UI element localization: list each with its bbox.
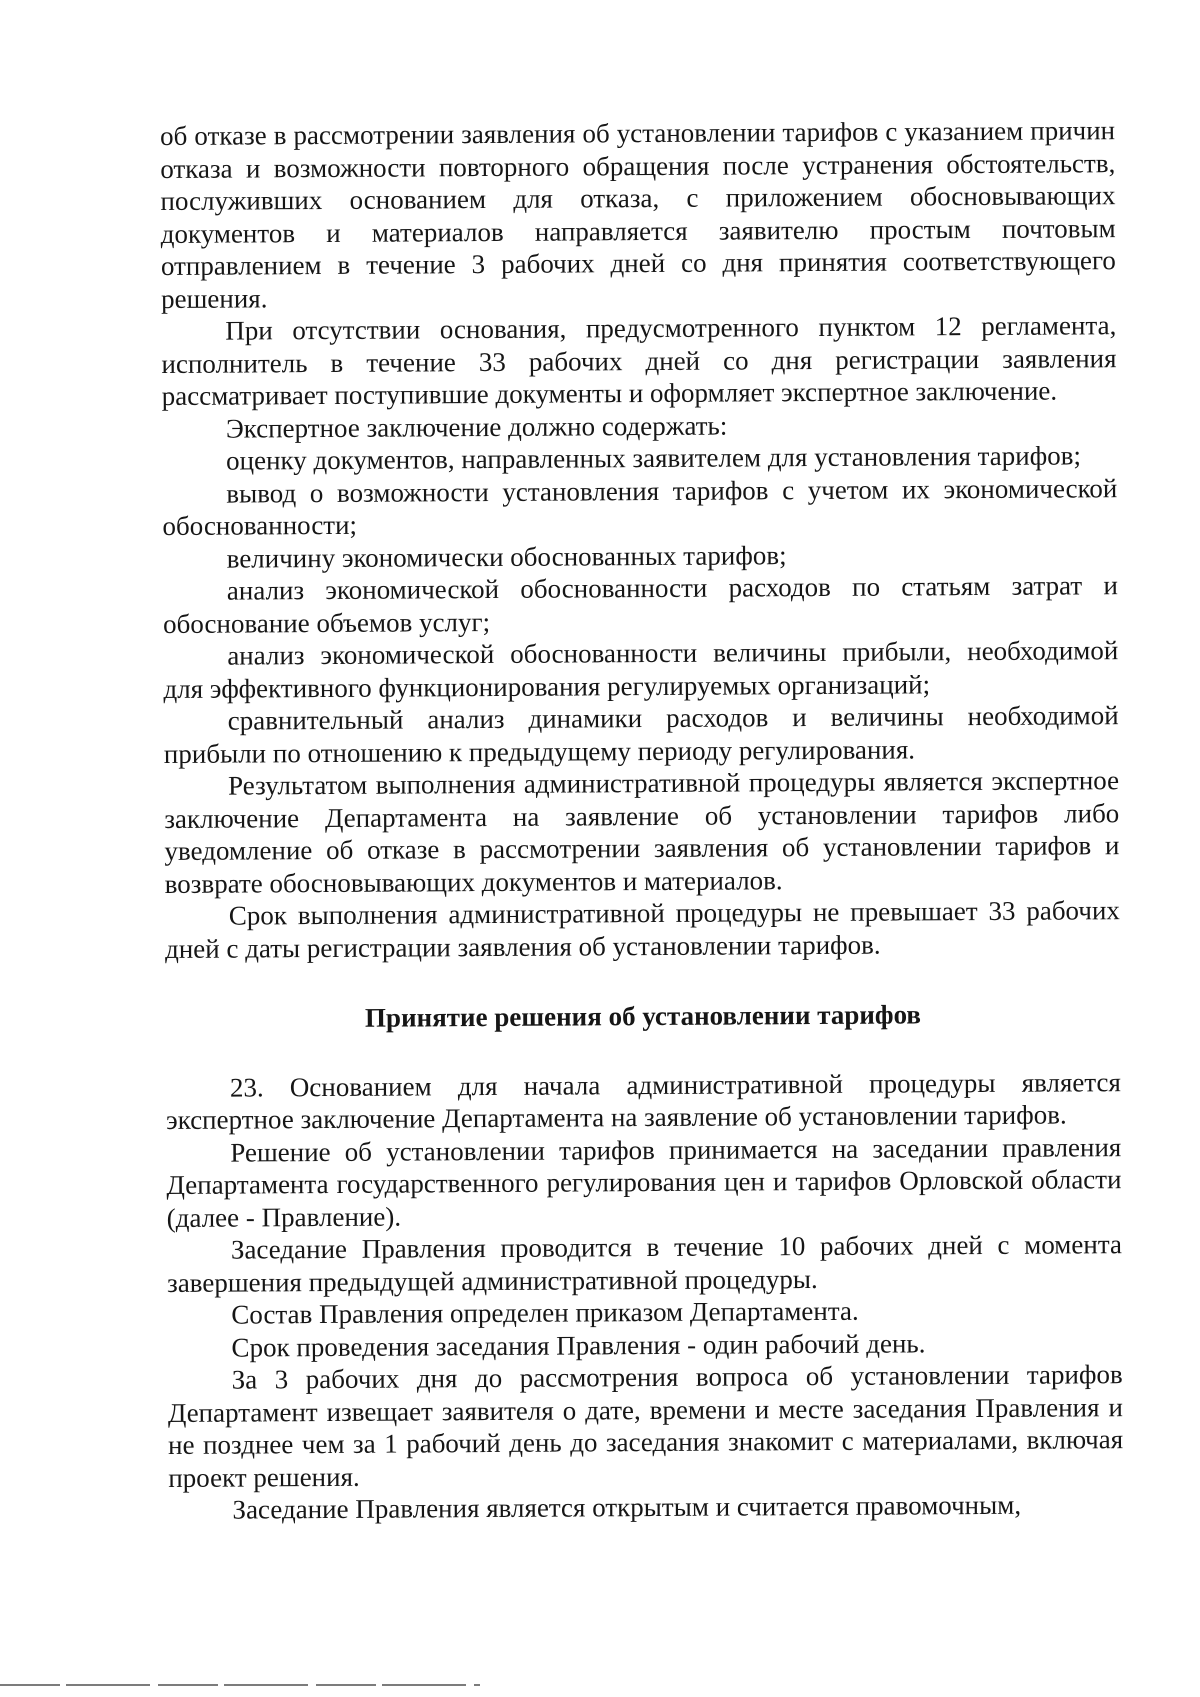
- paragraph-continuation: об отказе в рассмотрении заявления об установлении тарифов с указанием причин отказа и возможности повторного обращения после устранения обстоятельств, послуживших основанием для отказа, с приложением обосновывающих документов и материалов направляется заявителю простым почтовым отправлением в течение 3 рабочих дней со дня принятия соответствующего решения.: [160, 115, 1116, 314]
- paragraph: Срок выполнения административной процедуры не превышает 33 рабочих дней с даты регистрации заявления об установлении тарифов.: [164, 895, 1120, 964]
- paragraph: Состав Правления определен приказом Департамента.: [231, 1295, 859, 1330]
- section-heading: Принятие решения об установлении тарифов: [364, 999, 922, 1033]
- scan-edge-line: [0, 1684, 480, 1686]
- document-body: [160, 114, 1124, 1526]
- paragraph: Срок проведения заседания Правления - один рабочий день.: [231, 1327, 926, 1363]
- list-item: оценку документов, направленных заявителем для установления тарифов;: [225, 440, 1082, 476]
- paragraph: Решение об установлении тарифов принимается на заседании правления Департамента государственного регулирования цен и тарифов Орловской области (далее - Правление).: [166, 1131, 1122, 1233]
- paragraph: За 3 рабочих дня до рассмотрения вопроса об установлении тарифов Департамент извещает заявителя о дате, времени и месте заседания Правления и не позднее чем за 1 рабочий день до заседания знакомит с материалами, включая проект решения.: [167, 1359, 1124, 1493]
- list-item: сравнительный анализ динамики расходов и величины необходимой прибыли по отношению к предыдущему периоду регулирования.: [163, 700, 1119, 769]
- list-item: анализ экономической обоснованности расходов по статьям затрат и обоснование объемов услуг;: [162, 570, 1118, 639]
- paragraph-continued: Заседание Правления является открытым и считается правомочным,: [232, 1489, 1022, 1525]
- paragraph: Результатом выполнения административной процедуры является экспертное заключение Департамента на заявление об установлении тарифов либо уведомление об отказе в рассмотрении заявления об установлении тарифов и возврате обосновывающих документов и материалов.: [164, 765, 1120, 899]
- paragraph: При отсутствии основания, предусмотренного пунктом 12 регламента, исполнитель в течение 33 рабочих дней со дня регистрации заявления рассматривает поступившие документы и оформляет экспертное заключение.: [161, 310, 1117, 411]
- list-item: вывод о возможности установления тарифов с учетом их экономической обоснованности;: [162, 472, 1118, 541]
- paragraph: Заседание Правления проводится в течение 10 рабочих дней с момента завершения предыдущей административной процедуры.: [167, 1229, 1122, 1298]
- paragraph: Экспертное заключение должно содержать:: [225, 410, 728, 444]
- list-item: величину экономически обоснованных тарифов;: [226, 539, 787, 574]
- list-item: анализ экономической обоснованности величины прибыли, необходимой для эффективного функционирования регулируемых организаций;: [163, 635, 1119, 704]
- paragraph: 23. Основанием для начала административной процедуры является экспертное заключение Департамента на заявление об установлении тарифов.: [166, 1066, 1121, 1135]
